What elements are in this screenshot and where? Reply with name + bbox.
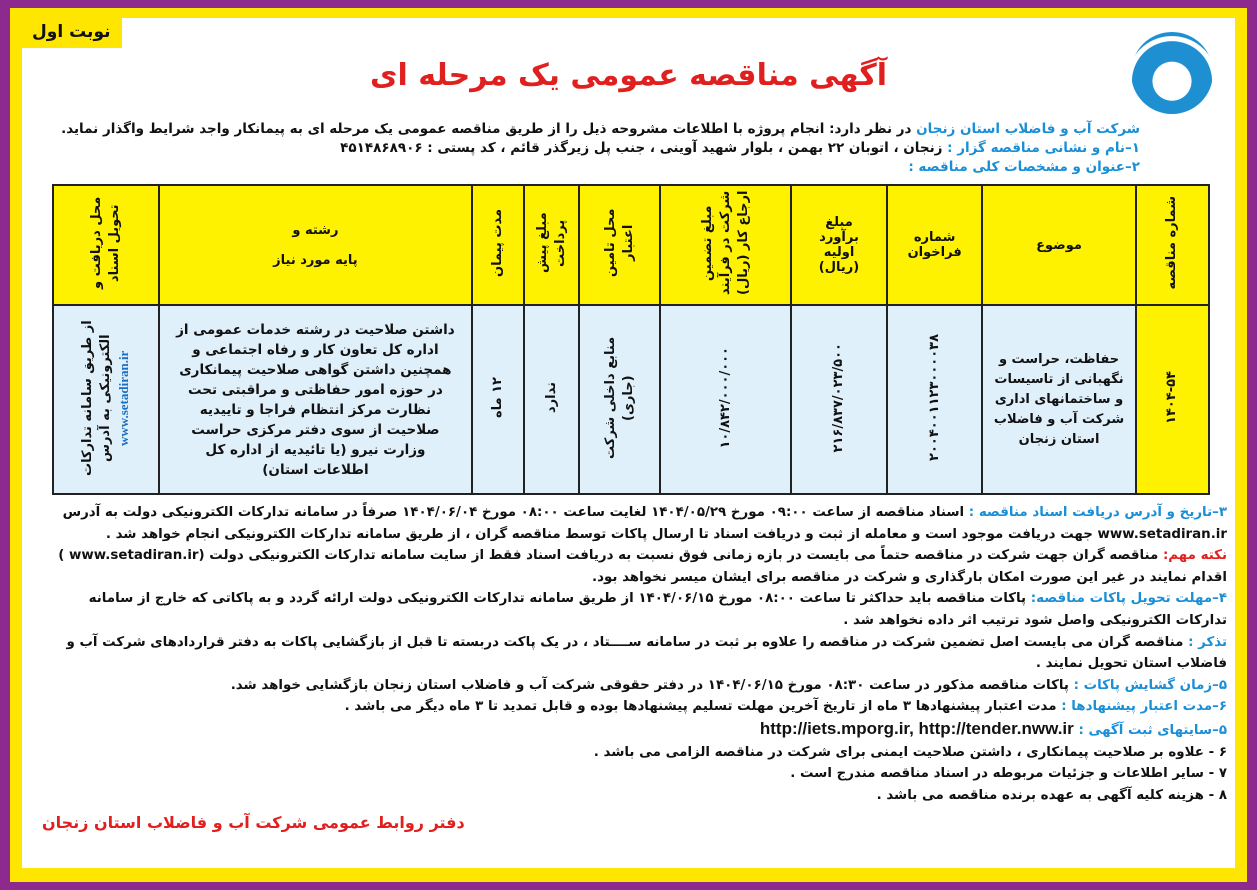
- subject: حفاظت، حراست و نگهبانی از تاسیسات و ساختمانهای اداری شرکت آب و فاضلاب استان زنجان: [982, 305, 1136, 494]
- note-7: ۷ - سایر اطلاعات و جزئیات مربوطه در اسناد مناقصه مندرج است .: [790, 766, 1227, 782]
- ad-frame: [10, 8, 1247, 882]
- section-sites: [36, 718, 1227, 742]
- call-no: ۲۰۰۴۰۰۱۱۲۳۰۰۰۰۳۸: [926, 334, 942, 461]
- intro: [42, 120, 1140, 177]
- section-text: اسناد مناقصه از ساعت ۰۹:۰۰ مورخ ۱۴۰۴/۰۵/۲۹ لغایت ساعت ۰۸:۰۰ مورخ ۱۴۰۴/۰۶/۰۴ صرفاً در سامانه تدارکات الکترونیکی دولت به آدرس www.setadiran.ir جهت دریافت موجود است و معامله از ثبت و دریافت اسناد تا ارسال پاکات توسط مناقصه گران ، از طریق سامانه تدارکات الکترونیکی انجام خواهد شد .: [62, 505, 1227, 542]
- table-row: [53, 305, 1209, 494]
- important-note: [36, 545, 1227, 588]
- qualification: داشتن صلاحیت در رشته خدمات عمومی از اداره کل تعاون کار و رفاه اجتماعی و همچنین داشتن گواهی صلاحیت پیمانکاری در حوزه امور حفاظتی و مراقبتی تحت نظارت مرکز انتظام فراجا و تاییدیه صلاحیت از سوی دفتر مرکزی حراست وزارت نیرو (یا تائیدیه از اداره کل اطلاعات استان): [159, 305, 473, 494]
- header-funding: محل تامین اعتبار: [602, 208, 636, 278]
- note-8: ۸ - هزینه کلیه آگهی به عهده برنده مناقصه می باشد .: [876, 787, 1227, 803]
- header-guarantee: مبلغ تضمین شرکت در فرآیند ارجاع کار (ریال): [699, 190, 751, 296]
- section-label: ۳–تاریخ و آدرس دریافت اسناد مناقصه :: [968, 505, 1227, 520]
- setadiran-link[interactable]: www.setadiran.ir: [115, 349, 131, 446]
- section-2-label: ۲–عنوان و مشخصات کلی مناقصه :: [908, 159, 1140, 175]
- tender-no: ۱۴۰۴-۵۴: [1164, 370, 1180, 424]
- reminder: [36, 632, 1227, 675]
- round-badge: نوبت اول: [20, 16, 122, 48]
- section-5: [36, 675, 1227, 697]
- section-1-text: زنجان ، اتوبان ۲۲ بهمن ، بلوار شهید آوینی ، جنب پل زیرگذر قائم ، کد پستی : ۴۵۱۴۸۶۸۹۰۶: [340, 140, 948, 156]
- header-delivery: محل دریافت و تحویل اسناد: [88, 196, 122, 290]
- header-field: رشته و: [292, 222, 339, 238]
- section-4: [36, 588, 1227, 631]
- signature: دفتر روابط عمومی شرکت آب و فاضلاب استان زنجان: [42, 813, 465, 832]
- header-grade: پایه مورد نیاز: [273, 252, 358, 268]
- sections: [36, 502, 1227, 806]
- header-tender-no: شماره مناقصه: [1164, 196, 1180, 290]
- header-duration: مدت پیمان: [490, 208, 506, 278]
- section-text: پاکات مناقصه باید حداکثر تا ساعت ۰۸:۰۰ مورخ ۱۴۰۴/۰۶/۱۵ از طریق سامانه تدارکات الکترونیکی دولت ارائه گردد و به پاکاتی که خارج از سامانه تدارکات الکترونیکی واصل شود ترتیب اثر داده نخواهد شد .: [88, 591, 1227, 628]
- section-3: [36, 502, 1227, 545]
- intro-text: در نظر دارد: انجام پروژه با اطلاعات مشروحه ذیل را از طریق مناقصه عمومی یک مرحله ای به پیمانکار واجد شرایط واگذار نماید.: [61, 121, 917, 137]
- header-subject: موضوع: [982, 185, 1136, 305]
- section-text: پاکات مناقصه مذکور در ساعت ۰۸:۳۰ مورخ ۱۴۰۴/۰۶/۱۵ در دفتر حقوقی شرکت آب و فاضلاب استان زنجان بازگشایی خواهد شد.: [230, 677, 1074, 693]
- prepayment: ندارد: [543, 381, 559, 413]
- header-call-no: شماره فراخوان: [887, 185, 982, 305]
- ad-body: [22, 18, 1235, 868]
- section-label: ۶–مدت اعتبار پیشنهادها :: [1061, 699, 1227, 715]
- delivery: از طریق سامانه تدارکات الکترونیکی به آدرس: [79, 319, 113, 476]
- site-links[interactable]: http://iets.mporg.ir, http://tender.nww.ir: [759, 718, 1079, 738]
- guarantee: ۱۰/۸۴۲/۰۰۰/۰۰۰: [717, 346, 733, 449]
- table-header-row: [53, 185, 1209, 305]
- section-text: مناقصه گران جهت شرکت در مناقصه حتماً می بایست در بازه زمانی فوق نسبت به دریافت اسناد فقط از سایت سامانه تدارکات الکترونیکی دولت (www.setadiran.ir ) اقدام نمایند در غیر این صورت امکان بارگذاری و شرکت در مناقصه برای ایشان میسر نخواهد بود.: [58, 548, 1227, 585]
- note-6: ۶ - علاوه بر صلاحیت پیمانکاری ، داشتن صلاحیت ایمنی برای شرکت در مناقصه الزامی می باشد .: [593, 744, 1227, 760]
- section-text: مدت اعتبار پیشنهادها ۳ ماه از تاریخ آخرین مهلت تسلیم پیشنهادها بوده و قابل تمدید تا ۳ ماه دیگر می باشد .: [344, 699, 1062, 715]
- page-title: آگهی مناقصه عمومی یک مرحله ای: [370, 58, 887, 93]
- funding: منابع داخلی شرکت (جاری): [602, 336, 636, 459]
- header-estimate: مبلغ برآورد اولیه (ریال): [791, 185, 887, 305]
- section-label: ۵–زمان گشایش پاکات :: [1073, 677, 1227, 693]
- section-label: ۵–سایتهای ثبت آگهی :: [1078, 722, 1227, 738]
- header-prepayment: مبلغ پیش پرداخت: [534, 212, 568, 274]
- tender-table: [52, 184, 1210, 495]
- section-1-label: ۱–نام و نشانی مناقصه گزار :: [947, 140, 1140, 156]
- section-label: ۴–مهلت تحویل پاکات مناقصه:: [1030, 591, 1227, 607]
- section-label: نکته مهم:: [1162, 548, 1227, 564]
- estimate: ۲۱۶/۸۳۷/۰۲۳/۵۰۰: [831, 342, 847, 453]
- section-text: مناقصه گران می بایست اصل تضمین شرکت در مناقصه را علاوه بر ثبت در سامانه ســــتاد ، در یک پاکت دربسته تا قبل از بازگشایی پاکات به دفتر قراردادهای شرکت آب و فاضلاب استان تحویل نمایند .: [66, 634, 1227, 672]
- section-6: [36, 696, 1227, 718]
- section-label: تذکر :: [1188, 634, 1227, 650]
- company-name: شرکت آب و فاضلاب استان زنجان: [916, 121, 1140, 137]
- duration: ۱۲ ماه: [490, 376, 506, 418]
